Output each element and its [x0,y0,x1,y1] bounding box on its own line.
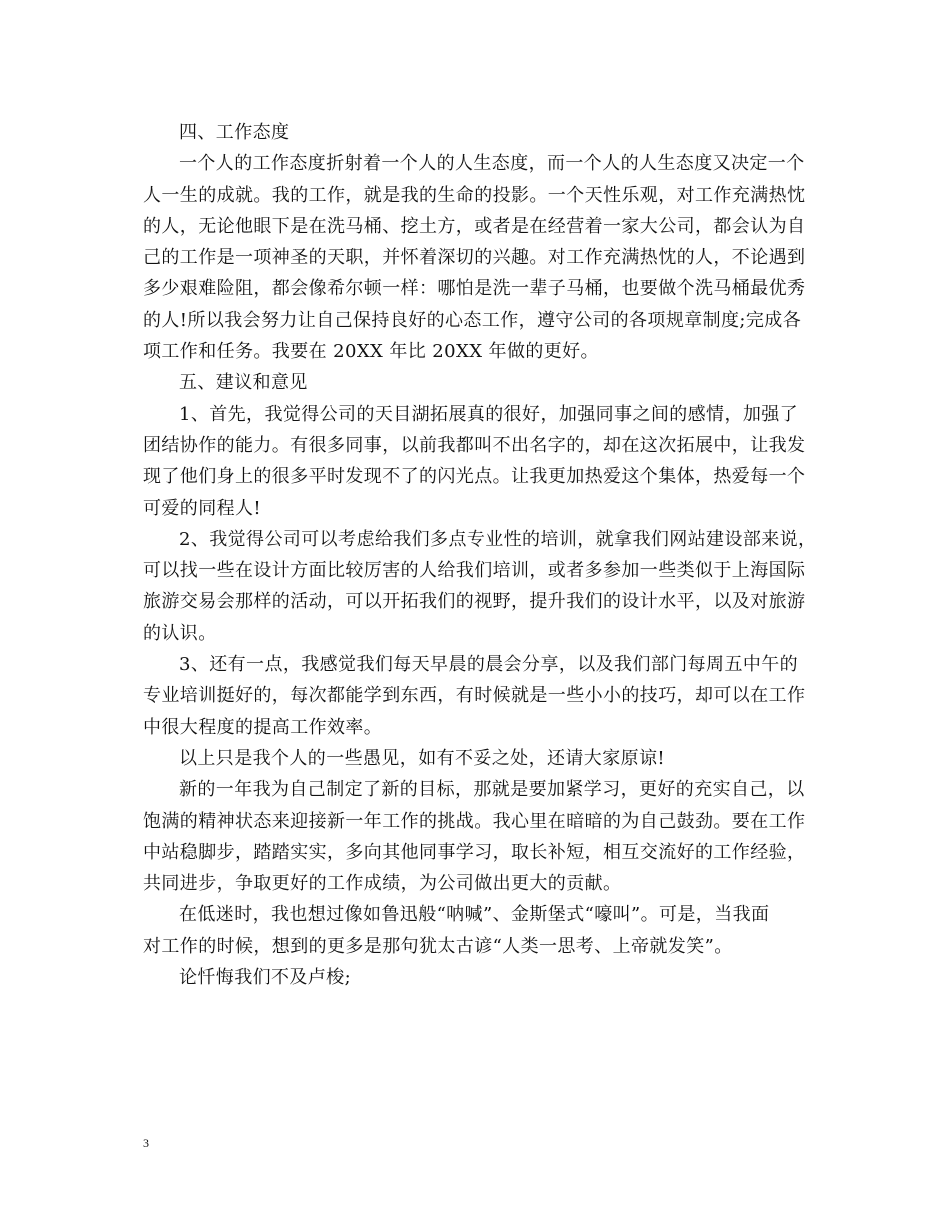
section-heading-suggestions: 五、建议和意见 [179,372,308,394]
paragraph-line: 中站稳脚步，踏踏实实，多向其他同事学习，取长补短，相互交流好的工作经验， [143,841,806,863]
paragraph-line: 可以找一些在设计方面比较厉害的人给我们培训，或者多参加一些类似于上海国际 [143,560,806,582]
paragraph-line: 对工作的时候，想到的更多是那句犹太古谚“人类一思考、上帝就发笑”。 [143,935,733,957]
paragraph-line: 的人，无论他眼下是在洗马桶、挖土方，或者是在经营着一家大公司，都会认为自 [143,215,806,237]
document-body [143,117,825,993]
paragraph-line: 1、首先，我觉得公司的天目湖拓展真的很好，加强同事之间的感情，加强了 [179,403,799,425]
paragraph-line: 2、我觉得公司可以考虑给我们多点专业性的培训，就拿我们网站建设部来说， [179,528,817,550]
paragraph-line: 旅游交易会那样的活动，可以开拓我们的视野，提升我们的设计水平，以及对旅游 [143,591,806,613]
paragraph-line: 一个人的工作态度折射着一个人的人生态度，而一个人的人生态度又决定一个 [179,153,805,175]
paragraph-line: 3、还有一点，我感觉我们每天早晨的晨会分享，以及我们部门每周五中午的 [179,654,799,676]
paragraph-line: 团结协作的能力。有很多同事，以前我都叫不出名字的，却在这次拓展中，让我发 [143,434,806,456]
paragraph-line: 可爱的同程人! [143,497,262,519]
paragraph-line: 新的一年我为自己制定了新的目标，那就是要加紧学习，更好的充实自己，以 [179,779,805,801]
paragraph-line: 己的工作是一项神圣的天职，并怀着深切的兴趣。对工作充满热忱的人，不论遇到 [143,247,806,269]
paragraph-line: 现了他们身上的很多平时发现不了的闪光点。让我更加热爱这个集体，热爱每一个 [143,466,806,488]
paragraph-line: 饱满的精神状态来迎接新一年工作的挑战。我心里在暗暗的为自己鼓劲。要在工作 [143,810,806,832]
paragraph-line: 的人!所以我会努力让自己保持良好的心态工作，遵守公司的各项规章制度;完成各 [143,309,802,331]
paragraph-line: 论忏悔我们不及卢梭; [179,967,352,989]
page-number: 3 [143,1136,149,1150]
paragraph-line: 共同进步，争取更好的工作成绩，为公司做出更大的贡献。 [143,873,622,895]
paragraph-line: 中很大程度的提高工作效率。 [143,716,383,738]
paragraph-line: 的认识。 [143,622,217,644]
paragraph-line: 多少艰难险阻，都会像希尔顿一样：哪怕是洗一辈子马桶，也要做个洗马桶最优秀 [143,278,806,300]
section-heading-work-attitude: 四、工作态度 [179,122,290,143]
paragraph-line: 项工作和任务。我要在 20XX 年比 20XX 年做的更好。 [143,341,599,363]
paragraph-line: 以上只是我个人的一些愚见，如有不妥之处，还请大家原谅! [179,747,666,769]
paragraph-line: 专业培训挺好的，每次都能学到东西，有时候就是一些小小的技巧，却可以在工作 [143,685,806,707]
paragraph-line: 在低迷时，我也想过像如鲁迅般“呐喊”、金斯堡式“嚎叫”。可是，当我面 [179,904,770,926]
paragraph-line: 人一生的成就。我的工作，就是我的生命的投影。一个天性乐观，对工作充满热忱 [143,184,806,206]
